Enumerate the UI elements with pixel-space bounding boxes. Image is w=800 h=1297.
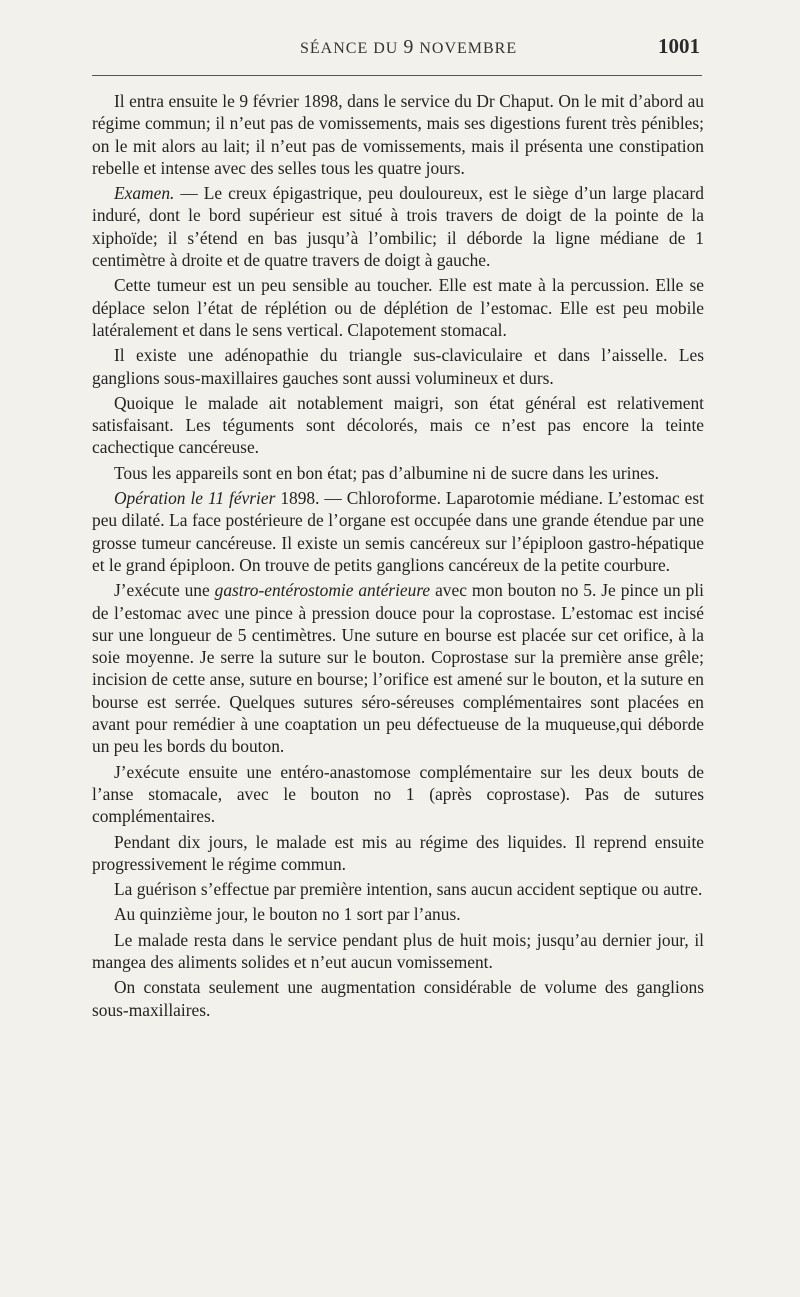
paragraph-6-text: Tous les appareils sont en bon état; pas d’albumine ni de sucre dans les urines. (114, 462, 660, 483)
paragraph-1 (92, 90, 704, 179)
paragraph-14-text: On constata seulement une augmentation considérable de volume des ganglions sous-maxillaires. (92, 977, 704, 1020)
paragraph-1-text: Il entra ensuite le 9 février 1898, dans le service du Dr Chaput. On le mit d’abord au régime commun; il n’eut pas de vomissements, mais ses digestions furent très pénibles; on le mit alors au lait; il n’eut pas de vomissements, mais il présenta une constipation rebelle et intense avec des selles tous les quatre jours. (92, 91, 704, 178)
paragraph-12 (92, 903, 704, 925)
paragraph-7-text: 1898. — Chloroforme. Laparotomie médiane. L’estomac est peu dilaté. La face postérieure de l’organe est occupée dans une grande étendue par une grosse tumeur cancéreuse. Il existe un semis cancéreux sur l’épiploon gastro-hépatique et le grand épiploon. On trouve de petits ganglions cancéreux de la petite courbure. (92, 488, 704, 575)
paragraph-7-lead: Opération le 11 février (114, 488, 276, 509)
paragraph-10-text: Pendant dix jours, le malade est mis au régime des liquides. Il reprend ensuite progressivement le régime commun. (92, 831, 704, 874)
page-number: 1001 (658, 34, 700, 58)
paragraph-5 (92, 392, 704, 459)
paragraph-11-text: La guérison s’effectue par première intention, sans aucun accident septique ou autre. (114, 879, 703, 900)
paragraph-6 (92, 462, 704, 484)
paragraph-8-text: avec mon bouton no 5. Je pince un pli de l’estomac avec une pince à pression douce pour la coprostase. L’estomac est incisé sur une longueur de 5 centimètres. Une suture en bourse est placée sur cet orifice, à la soie moyenne. Je serre la suture sur le bouton. Coprostase sur la première anse grêle; incision de cette anse, suture en bourse; l’orifice est amené sur le bouton, et la suture en bourse est serrée. Quelques sutures séro-séreuses complémentaires sont placées en avant pour remédier à une coaptation un peu défectueuse de la muqueuse,qui déborde un peu les bords du bouton. (92, 580, 704, 757)
paragraph-2-text: — Le creux épigastrique, peu douloureux, est le siège d’un large placard induré, dont le bord supérieur est situé à trois travers de doigt de la pointe de la xiphoïde; il s’étend en bas jusqu’à l’ombilic; il déborde la ligne médiane de 1 centimètre à droite et de quatre travers de doigt à gauche. (92, 183, 704, 271)
paragraph-2 (92, 182, 704, 271)
paragraph-10 (92, 831, 704, 876)
page-header (92, 34, 702, 62)
paragraph-3 (92, 274, 704, 341)
paragraph-11 (92, 878, 704, 900)
header-rule (92, 75, 702, 76)
paragraph-8 (92, 579, 704, 757)
paragraph-4-text: Il existe une adénopathie du triangle sus-claviculaire et dans l’aisselle. Les ganglions sous-maxillaires gauches sont aussi volumineux et durs. (92, 345, 704, 388)
paragraph-12-text: Au quinzième jour, le bouton no 1 sort par l’anus. (114, 904, 461, 925)
running-title-prefix: SÉANCE DU (300, 40, 404, 57)
paragraph-2-lead: Examen. (114, 183, 175, 204)
paragraph-5-text: Quoique le malade ait notablement maigri, son état général est relativement satisfaisant. Les téguments sont décolorés, mais ce n’est pas encore la teinte cachectique cancéreuse. (92, 392, 704, 458)
body-text (92, 90, 704, 1024)
paragraph-4 (92, 344, 704, 389)
paragraph-13 (92, 929, 704, 974)
running-title-day: 9 (403, 36, 415, 58)
running-title-suffix: NOVEMBRE (414, 40, 518, 57)
paragraph-3-text: Cette tumeur est un peu sensible au toucher. Elle est mate à la percussion. Elle se déplace selon l’état de réplétion ou de déplétion de l’estomac. Elle est peu mobile latéralement et dans le sens vertical. Clapotement stomacal. (92, 275, 704, 340)
paragraph-8-lead: gastro-entérostomie antérieure (214, 580, 431, 601)
paragraph-7 (92, 487, 704, 576)
running-title (300, 36, 517, 59)
paragraph-8-pre: J’exécute une (114, 580, 215, 601)
paragraph-9 (92, 761, 704, 828)
paragraph-13-text: Le malade resta dans le service pendant plus de huit mois; jusqu’au dernier jour, il mangea des aliments solides et n’eut aucun vomissement. (92, 929, 704, 972)
paragraph-9-text: J’exécute ensuite une entéro-anastomose complémentaire sur les deux bouts de l’anse stomacale, avec le bouton no 1 (après coprostase). Pas de sutures complémentaires. (92, 761, 704, 827)
paragraph-14 (92, 976, 704, 1021)
